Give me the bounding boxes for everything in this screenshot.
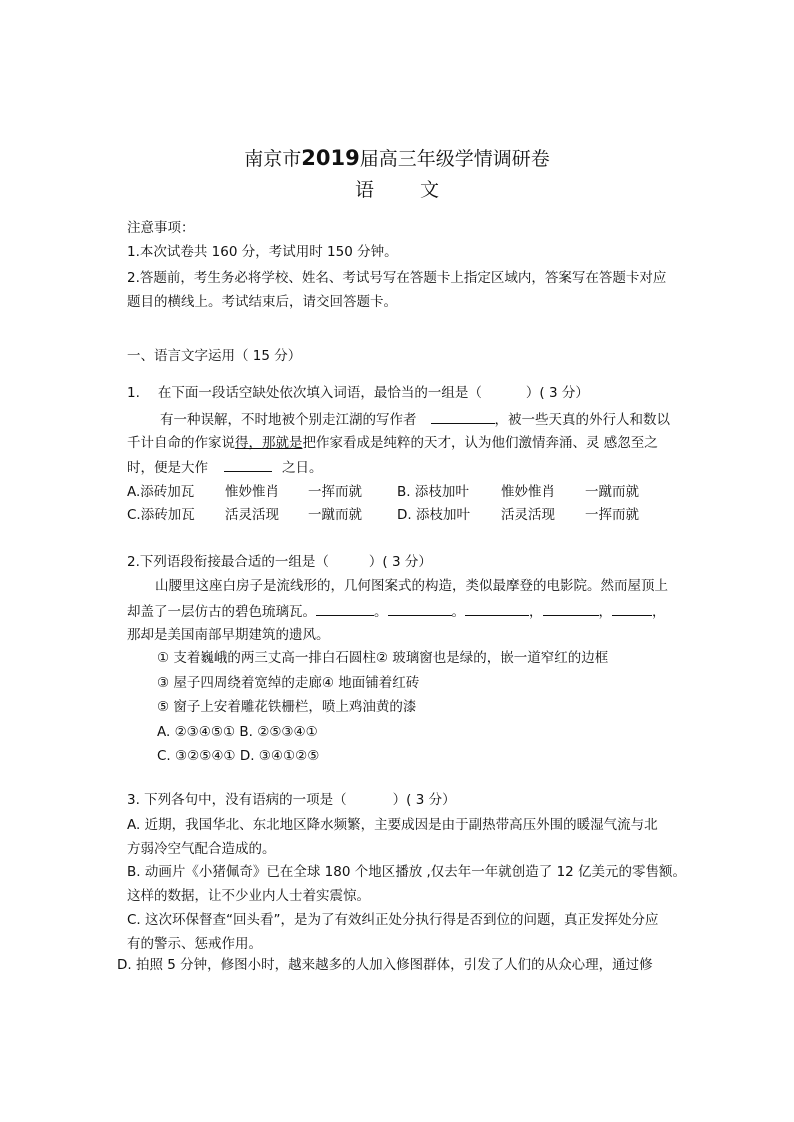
question-1-options-cd <box>127 505 639 525</box>
option-d-word-2: 活灵活现 <box>501 507 555 523</box>
question-1-passage-line-1 <box>160 409 670 430</box>
option-d-word-1: D. 添枝加叶 <box>397 507 470 523</box>
question-2-sentences-1-2: ① 支着巍峨的两三丈高一排白石圆柱② 玻璃窗也是绿的，嵌一道窄红的边框 <box>157 650 609 666</box>
question-1-options-ab <box>127 482 639 502</box>
answer-blank-3[interactable] <box>316 601 374 616</box>
q1-text: ，被一些天真的外行人和数以 <box>494 412 670 428</box>
question-2-options-ab: A. ②③④⑤① B. ②⑤③④① <box>157 724 318 740</box>
question-1-stem <box>127 383 589 403</box>
answer-blank-2[interactable] <box>224 457 272 472</box>
title-suffix: 届高三年级学情调研卷 <box>359 148 550 170</box>
q1-text: 之日。 <box>282 460 323 476</box>
q1-underlined-text: 得，那就是 <box>235 435 303 451</box>
q1-text: 时，便是大作 <box>127 460 208 476</box>
q1-text: 有一种误解，不时地被个别走江湖的写作者 <box>160 412 417 428</box>
notes-item-1: 1.本次试卷共 160 分，考试用时 150 分钟。 <box>127 244 398 260</box>
question-1-number: 1. <box>127 385 140 401</box>
question-3-stem <box>127 790 456 810</box>
question-3-option-a-line-2: 方弱冷空气配合造成的。 <box>127 841 276 857</box>
question-2-points: ）( 3 分） <box>368 554 432 570</box>
answer-blank-1[interactable] <box>431 409 495 424</box>
answer-blank-4[interactable] <box>388 601 452 616</box>
section-1-heading: 一、语言文字运用（ 15 分） <box>127 348 302 364</box>
notes-item-2-line-2: 题目的横线上。考试结束后，请交回答题卡。 <box>127 294 397 310</box>
option-c-word-3: 一蹴而就 <box>308 507 362 523</box>
q1-text: 千计自命的作家说 <box>127 435 235 451</box>
title-year: 2019 <box>301 146 360 170</box>
question-3-option-d-line-1: D. 拍照 5 分钟，修图小时，越来越多的人加入修图群体，引发了人们的从众心理，通过修 <box>117 957 653 973</box>
option-b-word-1: B. 添枝加叶 <box>397 484 469 500</box>
option-a-word-1: A.添砖加瓦 <box>127 484 195 500</box>
option-a-word-3: 一挥而就 <box>308 484 362 500</box>
question-2-passage-line-2: 却盖了一层仿古的碧色琉璃瓦。 。 。 ， ， ， <box>127 601 666 622</box>
option-c-word-1: C.添砖加瓦 <box>127 507 195 523</box>
question-3-option-b-line-1: B. 动画片《小猪佩奇》已在全球 180 个地区播放 ,仅去年一年就创造了 12 亿美元的零售额。 <box>127 864 687 880</box>
notes-heading: 注意事项： <box>127 220 195 236</box>
question-2-stem <box>127 552 432 572</box>
option-c-word-2: 活灵活现 <box>225 507 279 523</box>
option-a-word-2: 惟妙惟肖 <box>225 484 279 500</box>
q2-text: 却盖了一层仿古的碧色琉璃瓦。 <box>127 604 316 620</box>
question-2-passage-line-3: 那却是美国南部早期建筑的遗风。 <box>127 627 330 643</box>
question-2-options-cd: C. ③②⑤④① D. ③④①②⑤ <box>157 748 320 764</box>
notes-item-2-line-1: 2.答题前，考生务必将学校、姓名、考试号写在答题卡上指定区域内，答案写在答题卡对应 <box>127 270 667 286</box>
question-2-sentences-3-4: ③ 屋子四周绕着宽绰的走廊④ 地面铺着红砖 <box>157 675 420 691</box>
question-3-option-c-line-1: C. 这次环保督查“回头看”，是为了有效纠正处分执行得是否到位的问题，真正发挥处分应 <box>127 912 659 928</box>
question-3-stem-text: 3. 下列各句中，没有语病的一项是（ <box>127 792 347 808</box>
question-1-stem-text: 在下面一段话空缺处依次填入词语，最恰当的一组是（ <box>157 385 482 401</box>
question-1-passage-line-3 <box>127 457 323 478</box>
question-1-points: ）( 3 分） <box>525 385 589 401</box>
question-3-option-c-line-2: 有的警示、惩戒作用。 <box>127 936 262 952</box>
question-2-passage-line-1: 山腰里这座白房子是流线形的，几何图案式的构造，类似最摩登的电影院。然而屋顶上 <box>155 578 668 594</box>
subject-heading <box>0 178 794 202</box>
question-3-option-a-line-1: A. 近期，我国华北、东北地区降水频繁，主要成因是由于副热带高压外围的暖湿气流与北 <box>127 817 658 833</box>
q1-text: 把作家看成是纯粹的天才，认为他们激情奔涌、灵 感忽至之 <box>302 435 658 451</box>
option-b-word-3: 一蹴而就 <box>585 484 639 500</box>
option-d-word-3: 一挥而就 <box>585 507 639 523</box>
answer-blank-7[interactable] <box>612 601 652 616</box>
question-1-passage-line-2 <box>127 433 658 453</box>
question-2-sentence-5: ⑤ 窗子上安着雕花铁栅栏，喷上鸡油黄的漆 <box>157 699 417 715</box>
question-3-option-b-line-2: 这样的数据，让不少业内人士着实震惊。 <box>127 888 370 904</box>
subject-char-1: 语 <box>354 179 374 201</box>
question-2-stem-text: 2.下列语段衔接最合适的一组是（ <box>127 554 329 570</box>
answer-blank-6[interactable] <box>543 601 599 616</box>
question-3-points: ）( 3 分） <box>392 792 456 808</box>
page-title <box>0 146 794 171</box>
subject-char-2: 文 <box>420 179 440 201</box>
option-b-word-2: 惟妙惟肖 <box>501 484 555 500</box>
answer-blank-5[interactable] <box>465 601 529 616</box>
title-prefix: 南京市 <box>244 148 302 170</box>
